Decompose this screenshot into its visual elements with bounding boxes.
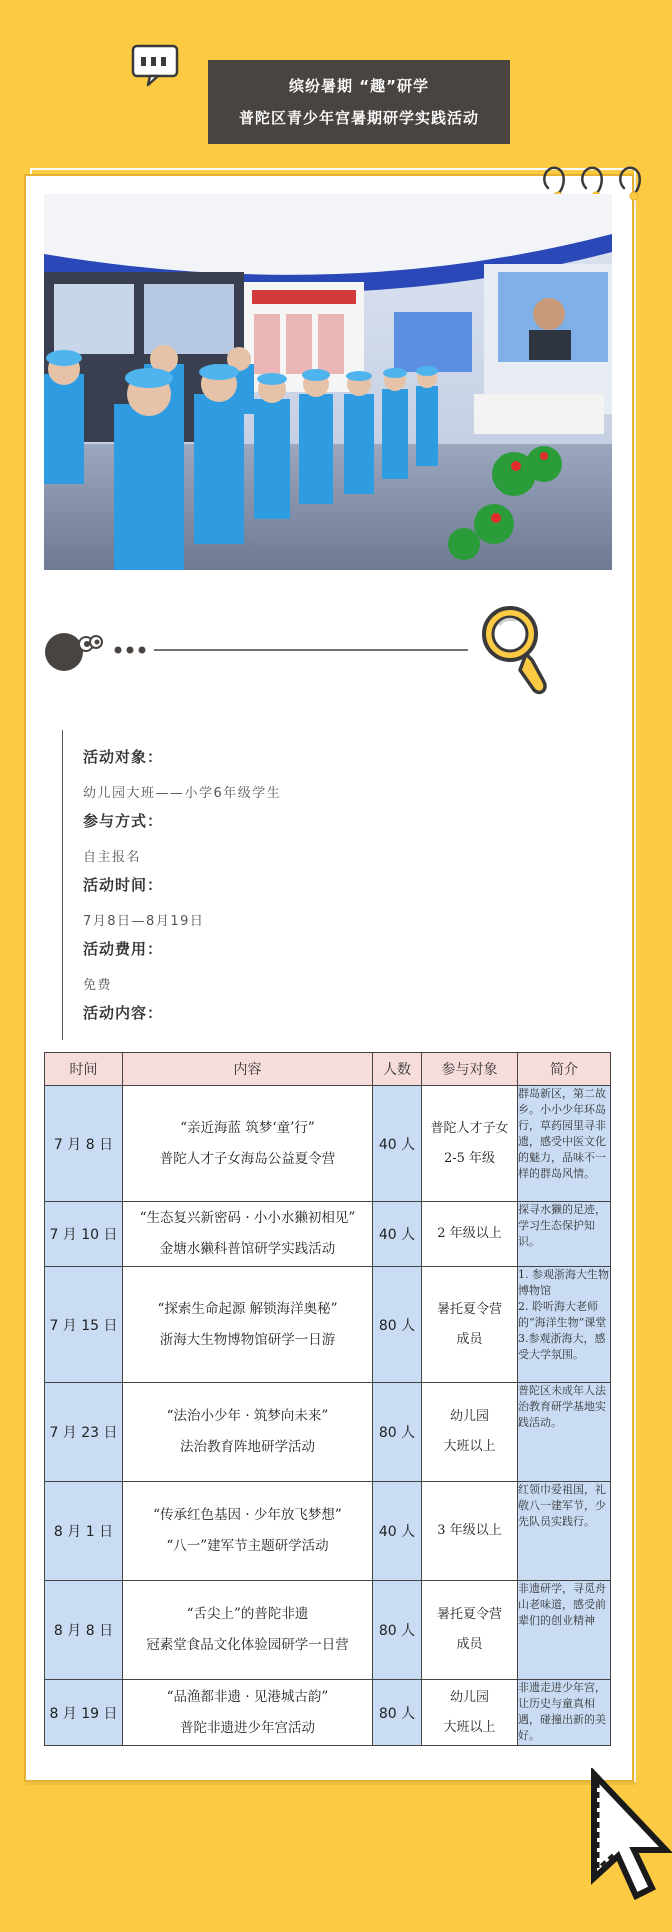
target-line: 2-5 年级 xyxy=(443,1150,496,1166)
row-intro: 非遗走进少年宫，让历史与童真相遇，碰撞出新的美好。 xyxy=(518,1680,611,1746)
row-time: 8 月 19 日 xyxy=(45,1680,123,1746)
row-count: 80 人 xyxy=(373,1267,422,1383)
row-content xyxy=(123,1680,373,1746)
speech-bubble-icon xyxy=(130,44,182,88)
target-line: 大班以上 xyxy=(443,1439,496,1454)
table-row xyxy=(45,1202,611,1267)
content-subtitle: 浙海大生物博物馆研学一日游 xyxy=(159,1331,336,1348)
row-target xyxy=(422,1267,518,1383)
content-subtitle: 金塘水獭科普馆研学实践活动 xyxy=(159,1241,336,1257)
target-line: 3 年级以上 xyxy=(437,1523,502,1538)
content-title: “品渔都非遗 · 见港城古韵” xyxy=(166,1688,329,1705)
row-content xyxy=(123,1267,373,1383)
row-intro: 1. 参观浙海大生物博物馆 2. 聆听海大老师的“海洋生物”课堂 3.参观浙海大，感受大学氛围。 xyxy=(518,1267,611,1383)
row-content xyxy=(123,1482,373,1581)
target-value: 幼儿园大班——小学6年级学生 xyxy=(83,786,282,801)
time-label: 活动时间： xyxy=(83,876,164,894)
row-time: 7 月 8 日 xyxy=(45,1086,123,1202)
row-count: 80 人 xyxy=(373,1680,422,1746)
row-content xyxy=(123,1202,373,1267)
schedule-table xyxy=(44,1052,611,1746)
table-row xyxy=(45,1267,611,1383)
row-intro: 非遗研学，寻觅舟山老味道，感受前辈们的创业精神 xyxy=(518,1581,611,1680)
target-line: 幼儿园 xyxy=(449,1409,489,1424)
content-title: “舌尖上”的普陀非遗 xyxy=(186,1606,309,1622)
target-line: 幼儿园 xyxy=(449,1689,489,1705)
table-header-row xyxy=(45,1053,611,1086)
target-label: 活动对象： xyxy=(83,748,164,766)
header-intro: 简介 xyxy=(518,1053,611,1086)
title-line-2: 普陀区青少年宫暑期研学实践活动 xyxy=(238,109,479,127)
content-subtitle: 法治教育阵地研学活动 xyxy=(180,1439,315,1455)
row-content xyxy=(123,1086,373,1202)
row-target xyxy=(422,1581,518,1680)
row-content xyxy=(123,1383,373,1482)
target-line: 2 年级以上 xyxy=(437,1226,502,1241)
target-line: 普陀人才子女 xyxy=(430,1120,509,1136)
row-time: 8 月 8 日 xyxy=(45,1581,123,1680)
row-time: 7 月 23 日 xyxy=(45,1383,123,1482)
fee-label: 活动费用： xyxy=(83,940,164,958)
content-label: 活动内容： xyxy=(83,1004,164,1022)
row-intro: 红领巾爱祖国，礼敬八一建军节，少先队员实践行。 xyxy=(518,1482,611,1581)
time-value: 7月8日—8月19日 xyxy=(83,914,205,929)
title-box xyxy=(208,60,510,144)
row-count: 80 人 xyxy=(373,1383,422,1482)
content-title: “法治小少年 · 筑梦向未来” xyxy=(166,1408,329,1424)
target-line: 成员 xyxy=(456,1331,483,1347)
method-value: 自主报名 xyxy=(83,850,142,865)
row-content xyxy=(123,1581,373,1680)
table-row xyxy=(45,1482,611,1581)
activity-photo xyxy=(44,194,612,570)
content-title: “传承红色基因 · 少年放飞梦想” xyxy=(153,1507,342,1523)
row-target xyxy=(422,1680,518,1746)
content-subtitle: 普陀非遗进少年宫活动 xyxy=(180,1719,315,1736)
row-count: 40 人 xyxy=(373,1202,422,1267)
table-row xyxy=(45,1680,611,1746)
table-row xyxy=(45,1086,611,1202)
row-target xyxy=(422,1383,518,1482)
content-subtitle: 普陀人才子女海岛公益夏令营 xyxy=(159,1150,336,1167)
row-target xyxy=(422,1482,518,1581)
row-intro: 普陀区未成年人法治教育研学基地实践活动。 xyxy=(518,1383,611,1482)
header-content: 内容 xyxy=(123,1053,373,1086)
fee-value: 免费 xyxy=(83,978,113,993)
content-subtitle: 冠素堂食品文化体验园研学一日营 xyxy=(146,1637,349,1653)
content-title: “探索生命起源 解锁海洋奥秘” xyxy=(157,1300,338,1317)
pointer-cursor-icon xyxy=(584,1768,672,1932)
row-intro: 探寻水獭的足迹，学习生态保护知识。 xyxy=(518,1202,611,1267)
table-row xyxy=(45,1581,611,1680)
content-subtitle: “八一”建军节主题研学活动 xyxy=(166,1538,329,1554)
content-title: “亲近海蓝 筑梦‘童’行” xyxy=(180,1119,315,1136)
row-time: 7 月 15 日 xyxy=(45,1267,123,1383)
table-row xyxy=(45,1383,611,1482)
row-target xyxy=(422,1086,518,1202)
target-line: 成员 xyxy=(456,1637,483,1652)
target-line: 暑托夏令营 xyxy=(436,1607,502,1622)
method-label: 参与方式： xyxy=(83,812,164,830)
row-time: 8 月 1 日 xyxy=(45,1482,123,1581)
target-line: 暑托夏令营 xyxy=(436,1301,502,1317)
target-line: 大班以上 xyxy=(443,1719,496,1735)
row-count: 40 人 xyxy=(373,1482,422,1581)
content-title: “生态复兴新密码 · 小小水獭初相见” xyxy=(139,1210,356,1226)
header-target: 参与对象 xyxy=(422,1053,518,1086)
title-line-1: 缤纷暑期 “趣”研学 xyxy=(289,77,429,95)
row-count: 80 人 xyxy=(373,1581,422,1680)
header-count: 人数 xyxy=(373,1053,422,1086)
row-time: 7 月 10 日 xyxy=(45,1202,123,1267)
row-intro: 群岛新区，第二故乡。小小少年环岛行，草药园里寻非遗，感受中医文化的魅力，品味不一样的群岛风情。 xyxy=(518,1086,611,1202)
row-target xyxy=(422,1202,518,1267)
magnifier-icon xyxy=(478,600,562,700)
row-count: 40 人 xyxy=(373,1086,422,1202)
header-time: 时间 xyxy=(45,1053,123,1086)
activity-info xyxy=(62,730,583,1040)
